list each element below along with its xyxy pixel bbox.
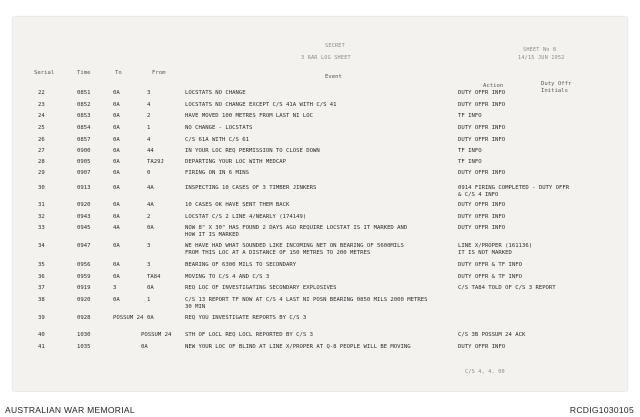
time: 0928 — [77, 315, 91, 321]
time: 0907 — [77, 170, 91, 176]
event: C/S 13 REPORT TF NOW AT C/S 4 LAST NI POSN BEARING 0850 MILS 2000 METRES — [185, 297, 428, 303]
header-title: 3 RAR LOG SHEET — [301, 55, 351, 61]
to: 0A — [113, 102, 120, 108]
log-row — [13, 243, 627, 255]
column-header-event: Event — [325, 74, 342, 80]
from: 3 — [147, 90, 151, 96]
time: 0943 — [77, 214, 91, 220]
time: 0905 — [77, 159, 91, 165]
event: NOW 8" X 30" HAS FOUND 2 DAYS AGO REQUIRE LOCSTAT IS IT MARKED AND — [185, 225, 408, 231]
event: HAVE MOVED 100 METRES FROM LAST NI LOC — [185, 113, 313, 119]
event: IN YOUR LOC REQ PERMISSION TO CLOSE DOWN — [185, 148, 320, 154]
to: 0A — [113, 170, 120, 176]
to: 0A — [113, 185, 120, 191]
to: 0A — [113, 274, 120, 280]
time: 1035 — [77, 344, 91, 350]
from: 2 — [147, 113, 151, 119]
event: LOCSTAT C/S 2 LINE 4/NEARLY (174149) — [185, 214, 307, 220]
serial: 28 — [38, 159, 45, 165]
to: 0A — [113, 202, 120, 208]
log-row — [13, 332, 627, 344]
action: DUTY OFFR INFO — [458, 344, 506, 350]
log-row — [13, 185, 627, 197]
event: LOCSTATS NO CHANGE — [185, 90, 246, 96]
time: 0920 — [77, 202, 91, 208]
from: 0A — [147, 285, 154, 291]
column-header-to: To — [115, 70, 122, 76]
to: 0A — [113, 243, 120, 249]
serial: 27 — [38, 148, 45, 154]
event: INSPECTING 10 CASES OF 3 TIMBER JINKERS — [185, 185, 317, 191]
action: C/S TA84 TOLD OF C/S 3 REPORT — [458, 285, 556, 291]
footer — [0, 392, 640, 417]
to: 0A — [113, 137, 120, 143]
serial: 31 — [38, 202, 45, 208]
event: NO CHANGE - LOCSTATS — [185, 125, 253, 131]
serial: 36 — [38, 274, 45, 280]
from: TA29J — [147, 159, 164, 165]
header-date: 14/15 JUN 1952 — [518, 55, 565, 61]
from: 2 — [147, 214, 151, 220]
serial: 22 — [38, 90, 45, 96]
event: MOVING TO C/S 4 AND C/S 3 — [185, 274, 270, 280]
action: DUTY OFFR INFO — [458, 214, 506, 220]
serial: 38 — [38, 297, 45, 303]
from: 3 — [147, 243, 151, 249]
to: 0A — [113, 297, 120, 303]
from: 4A — [147, 185, 154, 191]
event: STH OF LOCL REQ LOCL REPORTED BY C/S 3 — [185, 332, 313, 338]
to: 3 — [113, 285, 117, 291]
log-row — [13, 315, 627, 327]
header-sheet-number: SHEET No 8 — [523, 47, 557, 53]
footer-institution: AUSTRALIAN WAR MEMORIAL — [5, 405, 135, 415]
serial: 35 — [38, 262, 45, 268]
to: 0A — [113, 159, 120, 165]
serial: 26 — [38, 137, 45, 143]
serial: 39 — [38, 315, 45, 321]
serial: 37 — [38, 285, 45, 291]
event: REQ LOC OF INVESTIGATING SECONDARY EXPLOSIVES — [185, 285, 337, 291]
time: 0900 — [77, 148, 91, 154]
action: DUTY OFFR INFO — [458, 202, 506, 208]
log-row — [13, 125, 627, 137]
event-line-2: 30 MIN — [185, 304, 206, 310]
serial: 25 — [38, 125, 45, 131]
serial: 33 — [38, 225, 45, 231]
from: 3 — [147, 262, 151, 268]
event: NEW YOUR LOC OF BLIND AT LINE X/PROPER AT Q-8 PEOPLE WILL BE MOVING — [185, 344, 411, 350]
serial: 30 — [38, 185, 45, 191]
action-line-2: & C/S 4 INFO — [458, 192, 499, 198]
log-row — [13, 285, 627, 297]
action: TF INFO — [458, 148, 482, 154]
serial: 29 — [38, 170, 45, 176]
serial: 23 — [38, 102, 45, 108]
time: 0947 — [77, 243, 91, 249]
action: DUTY OFFR INFO — [458, 90, 506, 96]
time: 1030 — [77, 332, 91, 338]
action: DUTY OFFR INFO — [458, 225, 506, 231]
action: DUTY OFFR INFO — [458, 102, 506, 108]
event-line-2: FROM THIS LOC AT A DISTANCE OF 150 METRES TO 200 METRES — [185, 250, 371, 256]
from: 1 — [147, 297, 151, 303]
action: DUTY OFFR INFO — [458, 125, 506, 131]
from: 4 — [147, 102, 151, 108]
from: 4 — [147, 137, 151, 143]
event: DEPARTING YOUR LOC WITH MEDCAP — [185, 159, 287, 165]
to: 0A — [113, 148, 120, 154]
to: 0A — [113, 125, 120, 131]
to: 0A — [113, 214, 120, 220]
event: REQ YOU INVESTIGATE REPORTS BY C/S 3 — [185, 315, 307, 321]
to: 0A — [113, 113, 120, 119]
column-header-action: Action — [483, 83, 504, 89]
time: 0920 — [77, 297, 91, 303]
event: LOCSTATS NO CHANGE EXCEPT C/S 41A WITH C/S 41 — [185, 102, 337, 108]
time: 0919 — [77, 285, 91, 291]
time: 0959 — [77, 274, 91, 280]
serial: 32 — [38, 214, 45, 220]
footer-record-id: RCDIG1030105 — [569, 405, 634, 415]
to: POSSUM 24 — [113, 315, 144, 321]
log-row — [13, 297, 627, 309]
time: 0913 — [77, 185, 91, 191]
log-row — [13, 90, 627, 102]
action: C/S 3B POSSUM 24 ACK — [458, 332, 526, 338]
time: 0851 — [77, 90, 91, 96]
event: C/S 61A WITH C/S 61 — [185, 137, 249, 143]
event: WE HAVE HAD WHAT SOUNDED LIKE INCOMING NET ON BEARING OF 5600MILS — [185, 243, 404, 249]
to: 0A — [113, 90, 120, 96]
time: 0956 — [77, 262, 91, 268]
from: 0A — [141, 344, 148, 350]
time: 0945 — [77, 225, 91, 231]
from: 44 — [147, 148, 154, 154]
serial: 40 — [38, 332, 45, 338]
time: 0852 — [77, 102, 91, 108]
from: 0A — [147, 315, 154, 321]
serial: 34 — [38, 243, 45, 249]
event-line-2: HOW IT IS MARKED — [185, 232, 239, 238]
log-row — [13, 113, 627, 125]
event: FIRING ON IN 6 MINS — [185, 170, 249, 176]
action: LINE X/PROPER (161136) — [458, 243, 533, 249]
column-header-time: Time — [77, 70, 91, 76]
column-header-initials: Initials — [541, 88, 568, 94]
event: 10 CASES OK HAVE SENT THEM BACK — [185, 202, 290, 208]
column-header-from: From — [152, 70, 166, 76]
action: DUTY OFFR INFO — [458, 137, 506, 143]
time: 0857 — [77, 137, 91, 143]
log-row — [13, 170, 627, 182]
log-sheet-paper — [13, 17, 627, 391]
serial: 24 — [38, 113, 45, 119]
action: DUTY OFFR & TF INFO — [458, 262, 522, 268]
column-header-duty-offr: Duty Offr — [541, 81, 572, 87]
to: 4A — [113, 225, 120, 231]
from: 4A — [147, 202, 154, 208]
time: 0854 — [77, 125, 91, 131]
header-classification: SECRET — [325, 43, 345, 49]
action: TF INFO — [458, 159, 482, 165]
time: 0853 — [77, 113, 91, 119]
log-row — [13, 262, 627, 274]
log-row — [13, 202, 627, 214]
action: TF INFO — [458, 113, 482, 119]
from: POSSUM 24 — [141, 332, 172, 338]
action: 0914 FIRING COMPLETED - DUTY OFFR — [458, 185, 570, 191]
column-header-serial: Serial — [34, 70, 55, 76]
log-row — [13, 355, 627, 367]
event: BEARING OF 6300 MILS TO SECONDARY — [185, 262, 297, 268]
from: 0 — [147, 170, 151, 176]
bottom-note: C/S 4, 4. 00 — [465, 369, 505, 375]
serial: 41 — [38, 344, 45, 350]
log-row — [13, 225, 627, 237]
from: 0A — [147, 225, 154, 231]
action-line-2: IT IS NOT MARKED — [458, 250, 512, 256]
from: 1 — [147, 125, 151, 131]
from: TA84 — [147, 274, 161, 280]
action: DUTY OFFR & TF INFO — [458, 274, 522, 280]
action: DUTY OFFR INFO — [458, 170, 506, 176]
to: 0A — [113, 262, 120, 268]
